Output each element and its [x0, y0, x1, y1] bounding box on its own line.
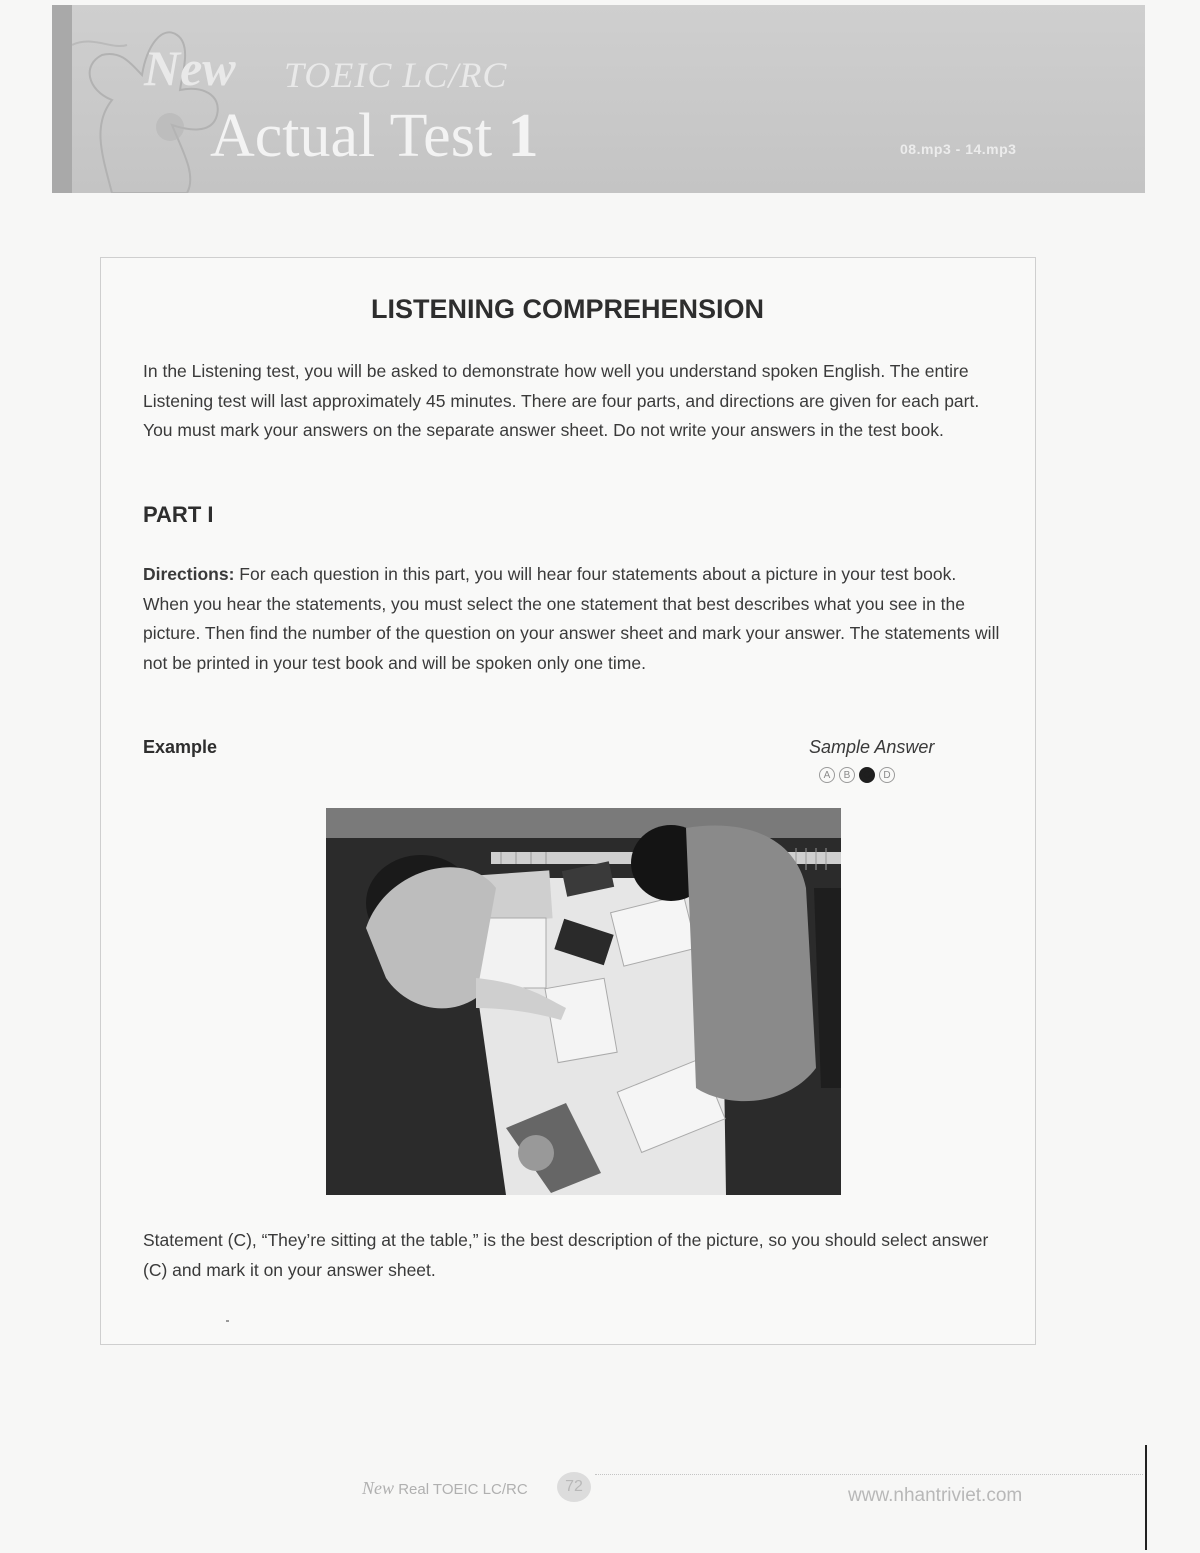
header-banner — [52, 5, 1145, 193]
page-edge-bar — [1145, 1445, 1147, 1550]
audio-track-label: 08.mp3 - 14.mp3 — [900, 141, 1017, 157]
part-directions — [143, 560, 1003, 678]
banner-title — [210, 102, 539, 170]
bubble-a: A — [819, 767, 835, 783]
page-number: 72 — [557, 1472, 591, 1502]
footer-book: Real TOEIC LC/RC — [398, 1481, 528, 1498]
section-heading: LISTENING COMPREHENSION — [370, 294, 765, 324]
sample-answer-label: Sample Answer — [809, 737, 935, 757]
banner-title-number: 1 — [507, 102, 539, 170]
scan-mark — [226, 1320, 229, 1322]
directions-text: For each question in this part, you will hear four statements about a picture in your test book. When you hear the statements, you must select the one statement that best describes what you see in the picture. Then find the number of the question on your answer sheet and mark your answer. The statements will not be printed in your test book and will be spoken only one time. — [143, 564, 1000, 673]
footer-url: www.nhantriviet.com — [848, 1485, 1023, 1506]
directions-label: Directions: — [143, 564, 235, 584]
footer-brand: New — [362, 1478, 395, 1498]
example-explanation: Statement (C), “They’re sitting at the table,” is the best description of the picture, so you should select answer (C) and mark it on your answer sheet. — [143, 1230, 989, 1280]
bubble-b: B — [839, 767, 855, 783]
footer-book-title — [362, 1478, 528, 1499]
footer-dotted-rule — [595, 1474, 1143, 1475]
bubble-d: D — [879, 767, 895, 783]
example-label: Example — [143, 737, 218, 757]
answer-bubbles — [819, 767, 895, 783]
section-intro: In the Listening test, you will be asked to demonstrate how well you understand spoken English. The entire Listening test will last approximately 45 minutes. There are four parts, and directions are given for each part. You must mark your answers on the separate answer sheet. Do not write your answers in the test book. — [143, 361, 980, 440]
part-heading: PART I — [143, 502, 214, 527]
banner-brand: New — [144, 40, 236, 96]
example-photo — [326, 808, 841, 1195]
bubble-c-selected: C — [859, 767, 875, 783]
banner-series: TOEIC LC/RC — [284, 55, 508, 95]
banner-title-text: Actual Test — [210, 102, 493, 170]
banner-edge — [52, 5, 72, 193]
